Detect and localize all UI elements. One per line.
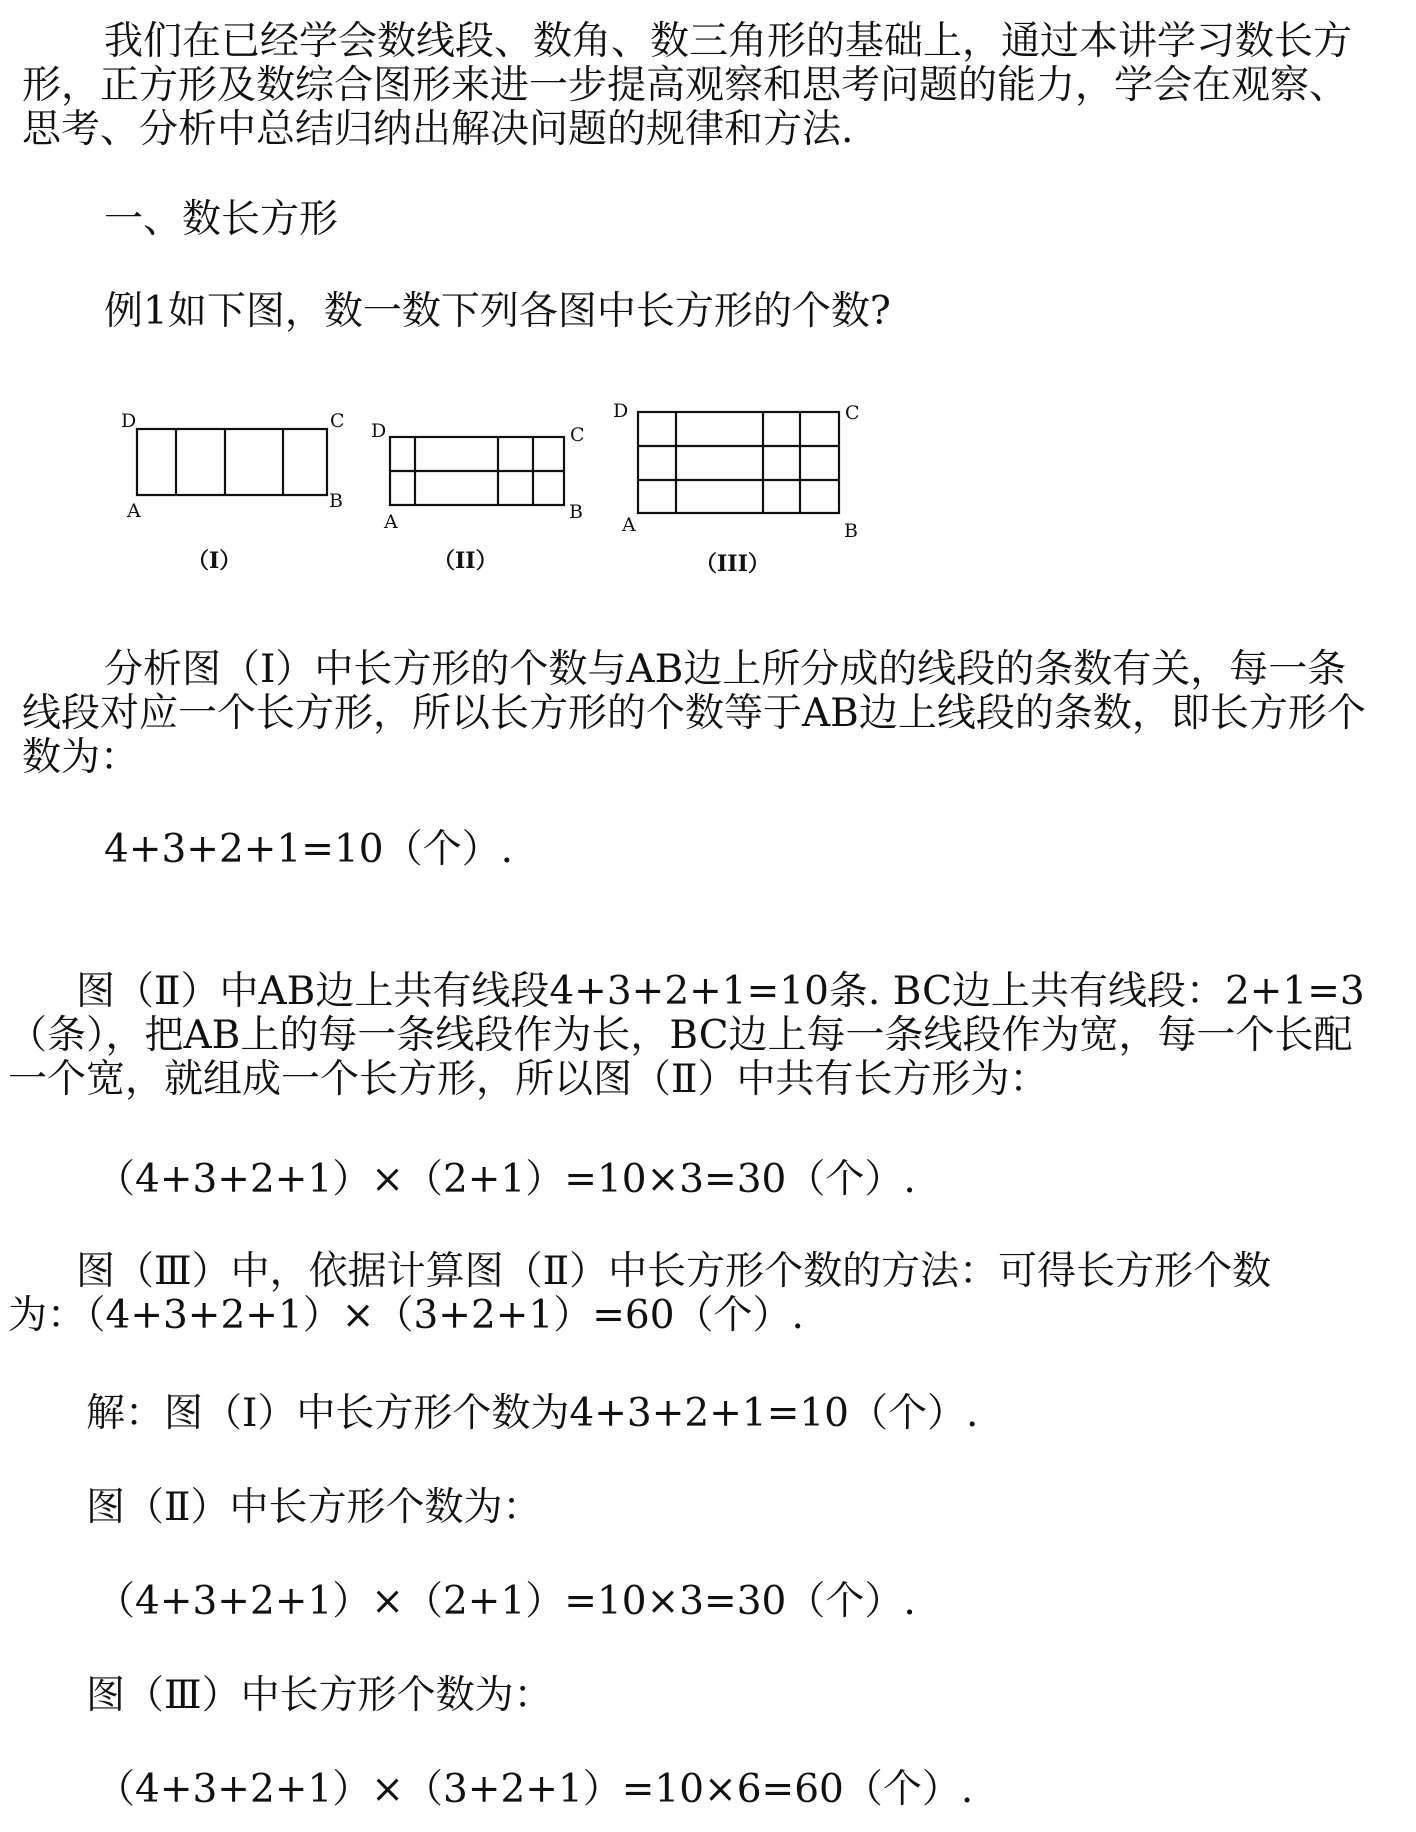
intro-line-3: 思考、分析中总结归纳出解决问题的规律和方法. xyxy=(22,107,854,152)
solution-line-5: （4+3+2+1）×（3+2+1）=10×6=60（个）. xyxy=(96,1767,974,1812)
solution-line-3: （4+3+2+1）×（2+1）=10×3=30（个）. xyxy=(96,1579,916,1624)
figure-3-rectangle xyxy=(638,412,839,513)
fig1-label-b: B xyxy=(329,490,343,512)
solution-line-4: 图（Ⅲ）中长方形个数为： xyxy=(86,1673,553,1718)
analysis1-line-3: 数为： xyxy=(22,735,140,780)
analysis3-line-2: 为：（4+3+2+1）×（3+2+1）=60（个）. xyxy=(8,1293,804,1338)
fig2-label-d: D xyxy=(371,420,387,442)
analysis2-line-2: （条），把AB上的每一条线段作为长，BC边上每一条线段作为宽，每一个长配 xyxy=(8,1013,1353,1058)
fig2-caption: （II） xyxy=(433,548,498,574)
intro-line-1: 我们在已经学会数线段、数角、数三角形的基础上，通过本讲学习数长方 xyxy=(104,19,1353,64)
figure-2-rectangle xyxy=(390,437,564,505)
example-question-text: 例1如下图，数一数下列各图中长方形的个数? xyxy=(104,289,891,334)
figure-group xyxy=(0,385,1416,595)
fig3-label-c: C xyxy=(845,402,860,424)
equation-1: 4+3+2+1=10（个）. xyxy=(104,827,513,872)
section-title xyxy=(22,198,1394,242)
solution-line-1: 解：图（Ⅰ）中长方形个数为4+3+2+1=10（个）. xyxy=(86,1391,979,1436)
fig3-label-a: A xyxy=(622,514,636,536)
fig3-caption: （III） xyxy=(695,551,770,577)
fig2-label-c: C xyxy=(570,424,585,446)
analysis3-line-1: 图（Ⅲ）中，依据计算图（Ⅱ）中长方形个数的方法：可得长方形个数 xyxy=(76,1249,1272,1294)
analysis2-line-1: 图（Ⅱ）中AB边上共有线段4+3+2+1=10条. BC边上共有线段：2+1=3 xyxy=(76,969,1365,1014)
fig2-label-b: B xyxy=(569,501,583,523)
analysis2-line-3: 一个宽，就组成一个长方形，所以图（Ⅱ）中共有长方形为： xyxy=(8,1057,1049,1102)
fig1-label-a: A xyxy=(127,500,141,522)
example-question xyxy=(22,290,1394,334)
fig2-label-a: A xyxy=(384,511,398,533)
equation-2: （4+3+2+1）×（2+1）=10×3=30（个）. xyxy=(96,1157,916,1202)
fig3-label-d: D xyxy=(613,400,629,422)
fig1-label-d: D xyxy=(121,410,137,432)
solution-line-2: 图（Ⅱ）中长方形个数为： xyxy=(86,1485,542,1530)
analysis-paragraph-3 xyxy=(8,1250,1380,1338)
figure-svg xyxy=(0,385,1416,595)
fig3-label-b: B xyxy=(844,520,858,542)
analysis1-line-2: 线段对应一个长方形，所以长方形的个数等于AB边上线段的条数，即长方形个 xyxy=(22,691,1366,736)
analysis-paragraph-1 xyxy=(22,648,1394,780)
section-title-text: 一、数长方形 xyxy=(104,197,339,242)
intro-line-2: 形，正方形及数综合图形来进一步提高观察和思考问题的能力，学会在观察、 xyxy=(22,63,1349,108)
intro-paragraph xyxy=(22,20,1394,152)
analysis1-line-1: 分析图（Ⅰ）中长方形的个数与AB边上所分成的线段的条数有关，每一条 xyxy=(104,647,1347,692)
figure-1-rectangle xyxy=(137,429,327,495)
fig1-label-c: C xyxy=(330,410,345,432)
fig1-caption: （I） xyxy=(187,548,242,574)
analysis-paragraph-2 xyxy=(8,970,1380,1102)
